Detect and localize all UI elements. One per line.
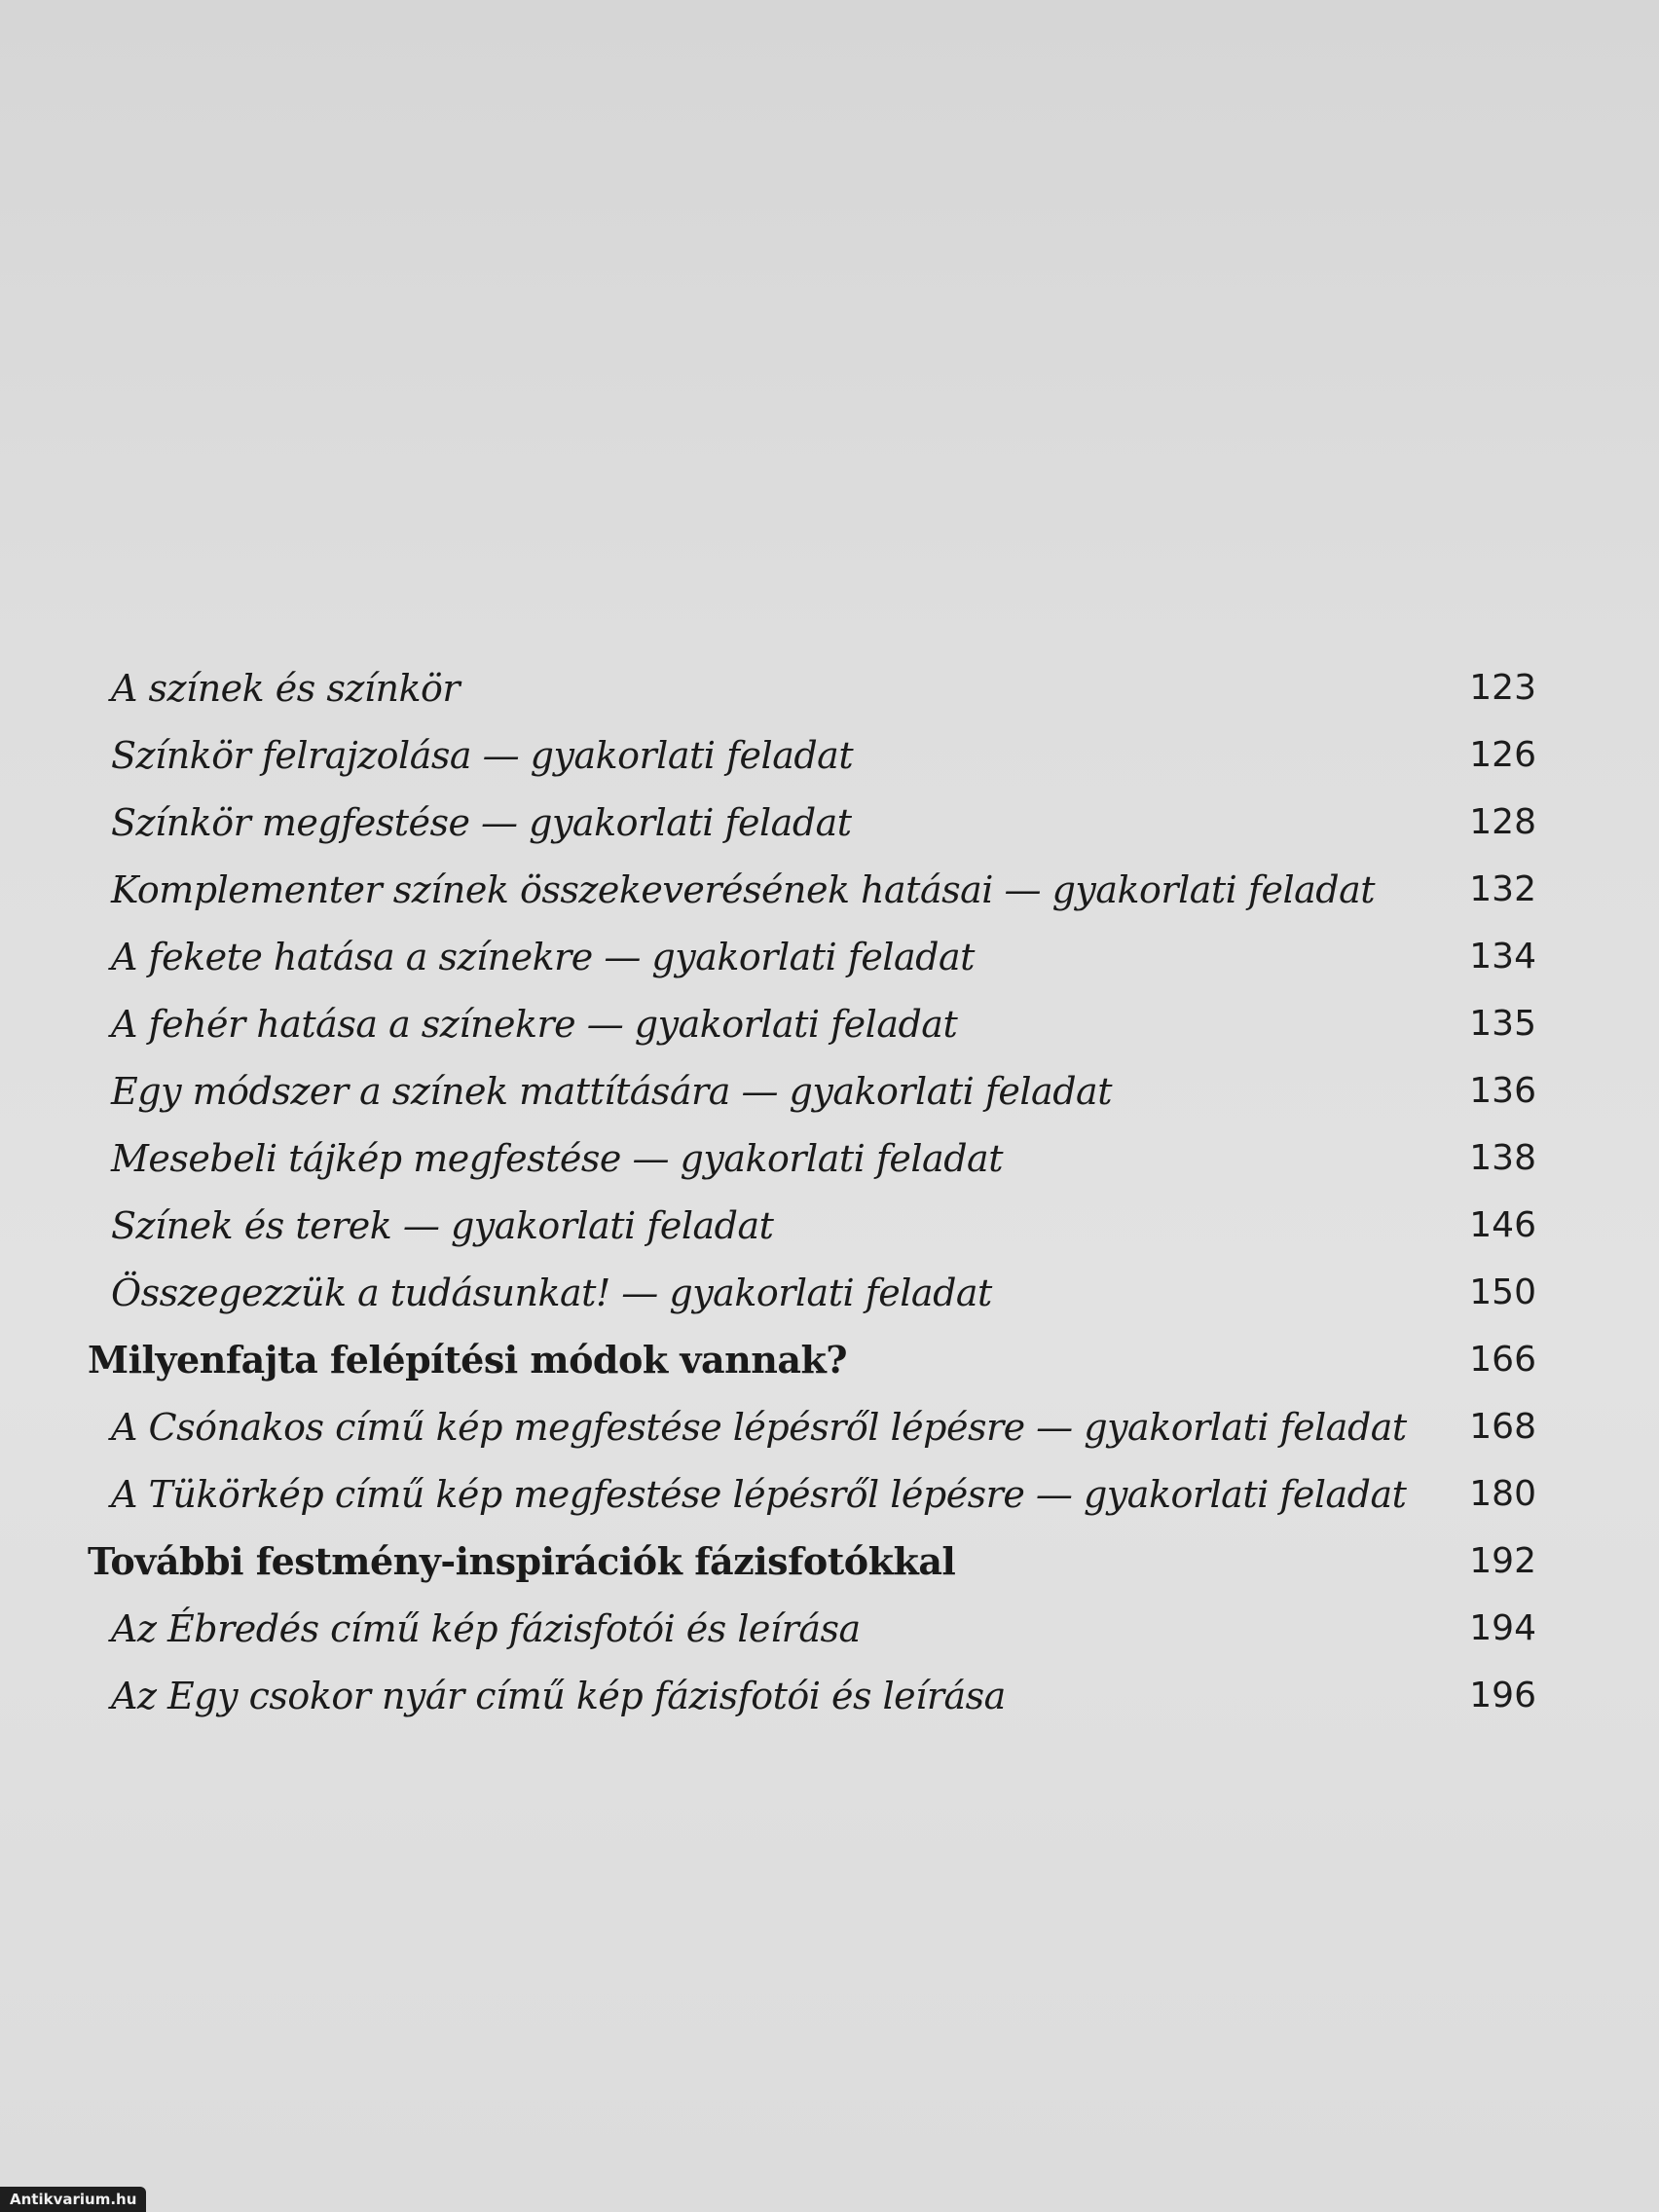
toc-entry-page: 180 (1469, 1474, 1536, 1514)
watermark-label: Antikvarium.hu (0, 2187, 146, 2212)
toc-entry (86, 1124, 1536, 1192)
toc-entry (86, 1393, 1536, 1460)
toc-entry-title: A Csónakos című kép megfestése lépésről lépésre — gyakorlati feladat (111, 1405, 1407, 1449)
toc-chapter-title: További festmény-inspirációk fázisfotókkal (88, 1539, 956, 1583)
toc-entry-page: 134 (1469, 937, 1536, 977)
toc-entry (86, 789, 1536, 856)
toc-entry-title: Mesebeli tájkép megfestése — gyakorlati feladat (111, 1136, 1003, 1180)
toc-entry (86, 923, 1536, 990)
toc-chapter (86, 1326, 1536, 1393)
toc-entry-page: 146 (1469, 1205, 1536, 1245)
toc-entry-title: A fekete hatása a színekre — gyakorlati feladat (111, 935, 975, 978)
toc-entry (86, 1662, 1536, 1729)
toc-entry (86, 856, 1536, 923)
toc-entry (86, 1057, 1536, 1124)
toc-entry-title: A színek és színkör (111, 666, 461, 710)
toc-entry (86, 1259, 1536, 1326)
toc-chapter-page: 192 (1469, 1541, 1536, 1581)
toc-entry-page: 194 (1469, 1608, 1536, 1648)
toc-entry (86, 721, 1536, 789)
toc-entry-title: Komplementer színek összekeverésének hatásai — gyakorlati feladat (111, 867, 1376, 911)
toc-chapter (86, 1528, 1536, 1595)
toc-entry-page: 132 (1469, 869, 1536, 909)
toc-entry-title: A Tükörkép című kép megfestése lépésről lépésre — gyakorlati feladat (111, 1472, 1407, 1516)
toc-entry-page: 196 (1469, 1676, 1536, 1715)
toc-entry (86, 1460, 1536, 1528)
toc-entry-title: Színkör megfestése — gyakorlati feladat (111, 800, 852, 844)
toc-entry-title: Az Egy csokor nyár című kép fázisfotói és leírása (111, 1674, 1006, 1717)
toc-entry-page: 136 (1469, 1071, 1536, 1111)
toc-entry (86, 990, 1536, 1057)
toc-entry-page: 135 (1469, 1004, 1536, 1044)
toc-entry-page: 168 (1469, 1407, 1536, 1447)
toc-entry-page: 123 (1469, 668, 1536, 708)
toc-entry-title: Színek és terek — gyakorlati feladat (111, 1203, 774, 1247)
toc-entry-title: Egy módszer a színek mattítására — gyakorlati feladat (111, 1069, 1112, 1113)
toc-entry-title: A fehér hatása a színekre — gyakorlati feladat (111, 1002, 958, 1046)
toc-entry-title: Összegezzük a tudásunkat! — gyakorlati feladat (111, 1271, 992, 1314)
toc-entry-page: 150 (1469, 1272, 1536, 1312)
toc-entry-page: 128 (1469, 802, 1536, 842)
toc-entry (86, 1192, 1536, 1259)
toc-chapter-title: Milyenfajta felépítési módok vannak? (88, 1338, 848, 1382)
table-of-contents (86, 654, 1536, 1729)
toc-entry (86, 654, 1536, 721)
toc-entry-title: Az Ébredés című kép fázisfotói és leírása (111, 1606, 861, 1650)
toc-entry (86, 1595, 1536, 1662)
toc-chapter-page: 166 (1469, 1340, 1536, 1380)
toc-entry-page: 126 (1469, 735, 1536, 775)
toc-entry-page: 138 (1469, 1138, 1536, 1178)
toc-entry-title: Színkör felrajzolása — gyakorlati feladat (111, 733, 854, 777)
